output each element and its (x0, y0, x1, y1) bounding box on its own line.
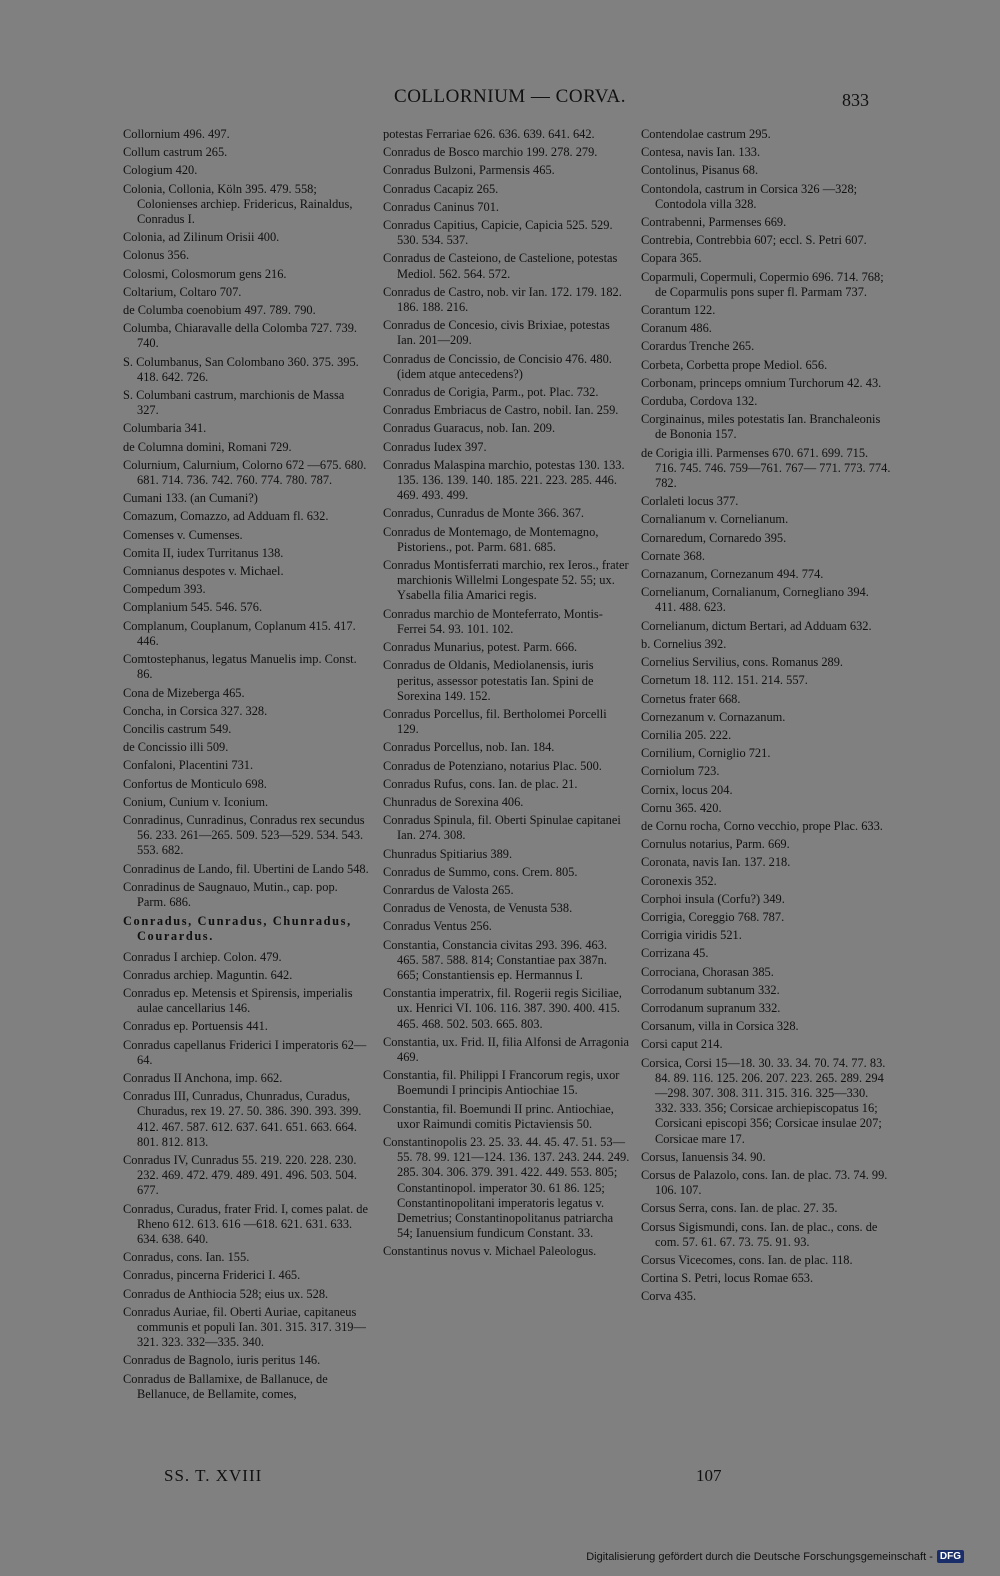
index-entry: Corrodanum subtanum 332. (641, 982, 780, 997)
index-entry: Cornazanum, Cornezanum 494. 774. (641, 567, 824, 582)
index-entry: de Columba coenobium 497. 789. 790. (123, 303, 316, 318)
index-entry: Conradus de Concesio, civis Brixiae, potestas Ian. 201—209. (383, 318, 610, 348)
index-entry: Conradus marchio de Monteferrato, Montis-Ferrei 54. 93. 101. 102. (383, 606, 603, 636)
index-entry: Coparmuli, Copermuli, Copermio 696. 714. 768; de Coparmulis pons super fl. Parmam 737. (641, 269, 884, 299)
index-entry: Corbonam, princeps omnium Turchorum 42. 43. (641, 375, 882, 390)
index-entry: Conradus de Castro, nob. vir Ian. 172. 179. 182. 186. 188. 216. (383, 284, 622, 315)
index-entry: Conradus Caninus 701. (383, 199, 499, 214)
index-entry: Comenses v. Cumenses. (123, 527, 243, 542)
index-entry: Corrizana 45. (641, 946, 709, 961)
index-entry: Corsus Sigismundi, cons. Ian. de plac., cons. de com. 57. 61. 67. 73. 75. 91. 93. (641, 1219, 878, 1249)
index-entry: de Cornu rocha, Corno vecchio, prope Plac. 633. (641, 818, 883, 833)
index-entry: Conradus de Casteiono, de Castelione, potestas Mediol. 562. 564. 572. (383, 251, 618, 281)
index-entry: Conradus Ventus 256. (383, 919, 492, 934)
index-entry: Contondola, castrum in Corsica 326 —328; Contodola villa 328. (641, 181, 858, 211)
index-entry: Comita II, iudex Turritanus 138. (123, 545, 284, 560)
index-entry: Corsanum, villa in Corsica 328. (641, 1019, 799, 1034)
index-entry: Constantia, fil. Philippi I Francorum regis, uxor Boemundi I principis Antiochiae 15. (383, 1068, 620, 1098)
index-entry: Confortus de Monticulo 698. (123, 776, 267, 791)
index-entry: Conradus capellanus Friderici I imperatoris 62—64. (123, 1037, 367, 1067)
index-entry: Colosmi, Colosmorum gens 216. (123, 266, 287, 281)
index-entry: Conrardus de Valosta 265. (383, 882, 514, 897)
index-entry: Conradus de Bagnolo, iuris peritus 146. (123, 1353, 321, 1368)
credit-text: Digitalisierung gefördert durch die Deutsche Forschungsgemeinschaft - (586, 1550, 933, 1563)
index-entry: Conradus de Potenziano, notarius Plac. 500. (383, 758, 602, 773)
index-entry: Contendolae castrum 295. (641, 127, 771, 141)
index-entry: Cornate 368. (641, 548, 706, 563)
index-entry: Corva 435. (641, 1289, 697, 1304)
index-entry: b. Cornelius 392. (641, 636, 727, 651)
index-entry: Conium, Cunium v. Iconium. (123, 794, 269, 809)
index-entry: Conradus, Curadus, frater Frid. I, comes palat. de Rheno 612. 613. 616 —618. 621. 631. 633. 634. 638. 640. (123, 1201, 368, 1246)
index-entry: Corsus de Palazolo, cons. Ian. de plac. 73. 74. 99. 106. 107. (641, 1167, 888, 1198)
index-column-1 (123, 127, 369, 1405)
index-entry: Colonia, ad Zilinum Orisii 400. (123, 230, 280, 245)
index-entry: potestas Ferrariae 626. 636. 639. 641. 642. (383, 127, 595, 141)
index-entry: Corlaleti locus 377. (641, 494, 739, 509)
index-entry: Cornilium, Corniglio 721. (641, 746, 771, 761)
index-entry: Conradus, pincerna Friderici I. 465. (123, 1268, 301, 1283)
index-entry: Conradus Porcellus, nob. Ian. 184. (383, 740, 555, 755)
index-entry: Colonus 356. (123, 248, 190, 263)
index-entry: Conradus ep. Portuensis 441. (123, 1019, 268, 1034)
index-entry: de Concissio illi 509. (123, 740, 229, 755)
index-entry: Coltarium, Coltaro 707. (123, 284, 242, 299)
index-entry: Constantinopolis 23. 25. 33. 44. 45. 47. 51. 53—55. 78. 99. 121—124. 136. 137. 243. 244. 249. 285. 304. 306. 379. 391. 422. 449. 553. 805; Constantinopol. imperator 30. 61 86. 125; Constantinopolitani imperatoris legatus v. Demetrius; Constantinopolitanus patriarcha 54; Ianuensium fundicum Constant. 33. (383, 1134, 630, 1241)
index-entry: Cornalianum v. Cornelianum. (641, 512, 789, 527)
index-entry: Corrodanum supranum 332. (641, 1000, 781, 1015)
index-entry: Complanum, Couplanum, Coplanum 415. 417. 446. (123, 618, 356, 648)
index-entry: Conradus, Cunradus, Chunradus, Courardus. (123, 914, 352, 944)
index-entry: Conradinus de Saugnauo, Mutin., cap. pop. Parm. 686. (123, 879, 338, 909)
index-entry: Comnianus despotes v. Michael. (123, 564, 284, 579)
index-entry: Conradus Spinula, fil. Oberti Spinulae capitanei Ian. 274. 308. (383, 813, 621, 843)
index-entry: Chunradus Spitiarius 389. (383, 846, 513, 861)
index-entry: Contolinus, Pisanus 68. (641, 163, 759, 178)
digitization-credit (586, 1550, 964, 1563)
index-entry: Cornelianum, Cornalianum, Cornegliano 394. 411. 488. 623. (641, 585, 869, 615)
index-entry: Cumani 133. (an Cumani?) (123, 491, 258, 506)
index-entry: Conradus de Corigia, Parm., pot. Plac. 732. (383, 385, 599, 400)
index-entry: Cornetus frater 668. (641, 691, 741, 706)
index-entry: Coronexis 352. (641, 873, 717, 888)
index-entry: Constantia, Constancia civitas 293. 396. 463. 465. 587. 588. 814; Constantiae pax 387n. 665; Constantiensis ep. Hermannus I. (383, 937, 608, 982)
page-number: 833 (842, 90, 869, 110)
index-entry: Conradus de Ballamixe, de Ballanuce, de Bellanuce, de Bellamite, comes, (123, 1371, 328, 1401)
index-entry: Corginainus, miles potestatis Ian. Branchaleonis de Bononia 157. (641, 412, 881, 442)
index-entry: Cornetum 18. 112. 151. 214. 557. (641, 673, 808, 688)
index-entry: Corniolum 723. (641, 764, 720, 779)
index-entry: Comtostephanus, legatus Manuelis imp. Const. 86. (123, 652, 357, 682)
index-entry: Corsus Vicecomes, cons. Ian. de plac. 118. (641, 1253, 853, 1267)
index-entry: Corphoi insula (Corfu?) 349. (641, 891, 785, 906)
index-entry: Copara 365. (641, 251, 702, 266)
index-entry: de Columna domini, Romani 729. (123, 439, 292, 454)
index-entry: Colurnium, Calurnium, Colorno 672 —675. 680. 681. 714. 736. 742. 760. 774. 780. 787. (123, 457, 367, 488)
index-column-3 (641, 127, 891, 1308)
index-entry: Conradus Iudex 397. (383, 439, 487, 454)
index-entry: Constantia imperatrix, fil. Rogerii regis Siciliae, ux. Henrici VI. 106. 116. 387. 390. 400. 415. 465. 468. 502. 503. 665. 803. (383, 986, 622, 1031)
index-entry: Conradus III, Cunradus, Chunradus, Curadus, Churadus, rex 19. 27. 50. 386. 390. 393. 399. 412. 467. 587. 612. 637. 641. 651. 663. 664. 801. 812. 813. (123, 1089, 362, 1149)
index-entry: Conradinus, Cunradinus, Conradus rex secundus 56. 233. 261—265. 509. 523—529. 534. 543. 553. 682. (123, 812, 365, 858)
index-column-2 (383, 127, 631, 1263)
index-entry: Cornezanum v. Cornazanum. (641, 709, 786, 724)
index-entry: Coranum 486. (641, 321, 712, 336)
index-entry: Conradus I archiep. Colon. 479. (123, 949, 282, 964)
index-entry: Collornium 496. 497. (123, 127, 230, 141)
index-entry: Chunradus de Sorexina 406. (383, 794, 524, 809)
index-entry: Conradus II Anchona, imp. 662. (123, 1070, 283, 1085)
index-entry: Conradus de Summo, cons. Crem. 805. (383, 864, 578, 879)
index-entry: Corsus Serra, cons. Ian. de plac. 27. 35. (641, 1201, 838, 1216)
index-entry: Corrociana, Chorasan 385. (641, 964, 774, 979)
index-entry: Conradus de Anthiocia 528; eius ux. 528. (123, 1286, 329, 1301)
index-entry: Collum castrum 265. (123, 145, 228, 160)
index-entry: Complanium 545. 546. 576. (123, 600, 263, 615)
index-entry: Conradus Auriae, fil. Oberti Auriae, capitaneus communis et populi Ian. 301. 315. 317. 319—321. 323. 332—335. 340. (123, 1304, 366, 1350)
index-entry: Corbeta, Corbetta prope Mediol. 656. (641, 357, 828, 372)
index-entry: S. Columbanus, San Colombano 360. 375. 395. 418. 642. 726. (123, 354, 359, 384)
index-entry: Concha, in Corsica 327. 328. (123, 703, 268, 718)
index-entry: Cornelianum, dictum Bertari, ad Adduam 632. (641, 618, 872, 633)
index-entry: Cologium 420. (123, 163, 198, 178)
footer-sheet-number: 107 (696, 1466, 722, 1485)
index-entry: Constantia, ux. Frid. II, filia Alfonsi de Arragonia 469. (383, 1034, 630, 1064)
index-entry: Constantia, fil. Boemundi II princ. Antiochiae, uxor Raimundi comitis Pictaviensis 50. (383, 1101, 614, 1131)
index-entry: Conradus, cons. Ian. 155. (123, 1250, 250, 1265)
index-entry: Conradus de Venosta, de Venusta 538. (383, 901, 573, 916)
index-entry: Colonia, Collonia, Köln 395. 479. 558; Colonienses archiep. Fridericus, Rainaldus, Conradus I. (123, 181, 353, 227)
index-entry: Conradus de Montemago, de Montemagno, Pistoriens., pot. Parm. 681. 685. (383, 524, 599, 554)
index-entry: Cornaredum, Cornaredo 395. (641, 530, 787, 545)
index-entry: Contrebia, Contrebbia 607; eccl. S. Petri 607. (641, 233, 867, 248)
index-entry: Corsica, Corsi 15—18. 30. 33. 34. 70. 74. 77. 83. 84. 89. 116. 125. 206. 207. 223. 265. 289. 294—298. 307. 308. 311. 315. 316. 325—330. 332. 333. 356; Corsicae archiepiscopatus 16; Corsicani episcopi 356; Corsicae insulae 207; Corsicae mare 17. (641, 1055, 886, 1146)
index-entry: Cornulus notarius, Parm. 669. (641, 837, 790, 852)
index-entry: de Corigia illi. Parmenses 670. 671. 699. 715. 716. 745. 746. 759—761. 767— 771. 773. 774. 782. (641, 445, 891, 491)
index-entry: Columbaria 341. (123, 421, 207, 436)
index-entry: Conradus Embriacus de Castro, nobil. Ian. 259. (383, 403, 619, 418)
index-entry: Confaloni, Placentini 731. (123, 758, 254, 773)
index-entry: S. Columbani castrum, marchionis de Massa 327. (123, 388, 345, 418)
index-entry: Conradus Cacapiz 265. (383, 181, 499, 196)
index-entry: Cornix, locus 204. (641, 782, 733, 797)
index-entry: Compedum 393. (123, 582, 206, 597)
index-entry: Concilis castrum 549. (123, 721, 232, 736)
index-entry: Columba, Chiaravalle della Colomba 727. 739. 740. (123, 321, 358, 351)
dfg-logo: DFG (937, 1550, 964, 1563)
index-entry: Cornelius Servilius, cons. Romanus 289. (641, 655, 844, 670)
index-entry: Conradus Rufus, cons. Ian. de plac. 21. (383, 776, 578, 791)
index-entry: Cornu 365. 420. (641, 800, 722, 815)
index-entry: Conradus archiep. Maguntin. 642. (123, 967, 293, 982)
index-entry: Conradinus de Lando, fil. Ubertini de Lando 548. (123, 861, 369, 876)
index-entry: Conradus Bulzoni, Parmensis 465. (383, 163, 555, 178)
index-entry: Contesa, navis Ian. 133. (641, 145, 761, 160)
index-entry: Conradus Montisferrati marchio, rex Ieros., frater marchionis Willelmi Longespate 52. 55; ux. Ysabella filia Amarici regis. (383, 558, 629, 603)
index-entry: Conradus de Oldanis, Mediolanensis, iuris peritus, assessor potestatis Ian. Spini de Sorexina 149. 152. (383, 658, 594, 703)
footer-signature: SS. T. XVIII (164, 1466, 263, 1485)
page-header-title: COLLORNIUM — CORVA. (394, 86, 626, 107)
index-entry: Corsi caput 214. (641, 1037, 723, 1052)
index-entry: Conradus IV, Cunradus 55. 219. 220. 228. 230. 232. 469. 472. 479. 489. 491. 496. 503. 504. 677. (123, 1152, 357, 1198)
index-entry: Conradus ep. Metensis et Spirensis, imperialis aulae cancellarius 146. (123, 985, 353, 1016)
index-entry: Cortina S. Petri, locus Romae 653. (641, 1271, 814, 1286)
index-entry: Corrigia, Coreggio 768. 787. (641, 909, 785, 924)
index-entry: Conradus Munarius, potest. Parm. 666. (383, 640, 578, 655)
index-entry: Conradus Malaspina marchio, potestas 130. 133. 135. 136. 139. 140. 185. 221. 223. 285. 446. 469. 493. 499. (383, 457, 625, 503)
index-entry: Cornilia 205. 222. (641, 727, 732, 742)
index-entry: Conradus Capitius, Capicie, Capicia 525. 529. 530. 534. 537. (383, 218, 613, 248)
index-entry: Conradus de Bosco marchio 199. 278. 279. (383, 145, 598, 160)
index-entry: Contrabenni, Parmenses 669. (641, 215, 787, 230)
index-entry: Conradus Porcellus, fil. Bertholomei Porcelli 129. (383, 706, 607, 737)
index-entry: Corardus Trenche 265. (641, 339, 755, 354)
index-entry: Corantum 122. (641, 303, 716, 318)
index-entry: Conradus de Concissio, de Concisio 476. 480. (idem atque antecedens?) (383, 351, 612, 381)
index-entry: Coronata, navis Ian. 137. 218. (641, 855, 791, 870)
index-entry: Conradus Guaracus, nob. Ian. 209. (383, 421, 556, 436)
index-entry: Corduba, Cordova 132. (641, 394, 758, 409)
index-entry: Corsus, Ianuensis 34. 90. (641, 1149, 766, 1164)
index-entry: Cona de Mizeberga 465. (123, 685, 245, 700)
index-entry: Comazum, Comazzo, ad Adduam fl. 632. (123, 509, 329, 524)
index-entry: Constantinus novus v. Michael Paleologus. (383, 1244, 597, 1259)
index-entry: Conradus, Cunradus de Monte 366. 367. (383, 506, 584, 521)
index-entry: Corrigia viridis 521. (641, 928, 742, 943)
